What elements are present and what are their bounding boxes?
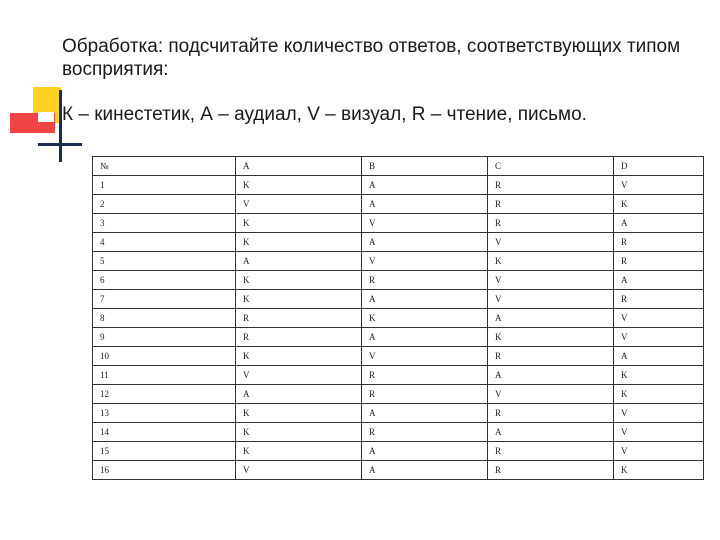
- answer-cell: K: [236, 176, 362, 195]
- table-row: [93, 423, 704, 442]
- answer-cell: R: [362, 271, 488, 290]
- table-row: [93, 195, 704, 214]
- answer-cell: K: [236, 423, 362, 442]
- answer-cell: R: [488, 347, 614, 366]
- question-number-cell: 7: [93, 290, 236, 309]
- question-number-cell: 16: [93, 461, 236, 480]
- answer-cell: R: [488, 404, 614, 423]
- table-row: [93, 214, 704, 233]
- table-header-row: [93, 157, 704, 176]
- answer-cell: R: [614, 233, 704, 252]
- answer-cell: V: [236, 461, 362, 480]
- answer-cell: A: [362, 195, 488, 214]
- answer-cell: A: [362, 442, 488, 461]
- answer-cell: R: [488, 461, 614, 480]
- legend-text: К – кинестетик, А – аудиал, V – визуал, R – чтение, письмо.: [62, 104, 587, 125]
- header-d: D: [614, 157, 704, 176]
- answer-cell: V: [362, 347, 488, 366]
- question-number-cell: 15: [93, 442, 236, 461]
- table-row: [93, 290, 704, 309]
- table-row: [93, 461, 704, 480]
- answer-cell: V: [362, 252, 488, 271]
- answer-cell: K: [236, 233, 362, 252]
- answer-cell: V: [614, 309, 704, 328]
- answer-cell: A: [362, 404, 488, 423]
- answer-cell: V: [614, 423, 704, 442]
- answer-cell: A: [614, 347, 704, 366]
- answer-cell: K: [236, 290, 362, 309]
- slide-title: Обработка: подсчитайте количество ответов, соответствующих типом восприятия:: [62, 36, 681, 80]
- table-row: [93, 233, 704, 252]
- answer-cell: V: [488, 290, 614, 309]
- bullet-decoration-white: [38, 112, 54, 122]
- question-number-cell: 9: [93, 328, 236, 347]
- question-number-cell: 11: [93, 366, 236, 385]
- bullet-decoration-vertical-line: [59, 90, 62, 162]
- answer-cell: V: [236, 366, 362, 385]
- header-c: C: [488, 157, 614, 176]
- answers-table: [92, 156, 704, 480]
- answer-cell: V: [614, 328, 704, 347]
- table-row: [93, 271, 704, 290]
- answer-cell: A: [488, 309, 614, 328]
- answer-cell: R: [236, 328, 362, 347]
- answer-cell: V: [614, 176, 704, 195]
- answer-cell: K: [614, 461, 704, 480]
- question-number-cell: 10: [93, 347, 236, 366]
- table-row: [93, 385, 704, 404]
- table-row: [93, 252, 704, 271]
- answer-cell: R: [488, 214, 614, 233]
- answer-cell: R: [488, 442, 614, 461]
- answer-cell: A: [236, 252, 362, 271]
- answer-cell: V: [488, 385, 614, 404]
- answer-cell: R: [488, 176, 614, 195]
- answer-cell: R: [488, 195, 614, 214]
- answer-cell: K: [614, 385, 704, 404]
- answer-cell: V: [614, 442, 704, 461]
- answer-cell: K: [362, 309, 488, 328]
- answer-cell: R: [236, 309, 362, 328]
- answer-cell: R: [614, 252, 704, 271]
- answer-cell: A: [362, 176, 488, 195]
- answer-cell: K: [236, 347, 362, 366]
- table-row: [93, 309, 704, 328]
- question-number-cell: 4: [93, 233, 236, 252]
- answer-cell: R: [362, 366, 488, 385]
- answer-cell: R: [362, 385, 488, 404]
- answer-cell: V: [488, 271, 614, 290]
- answer-cell: K: [488, 252, 614, 271]
- header-a: A: [236, 157, 362, 176]
- question-number-cell: 6: [93, 271, 236, 290]
- answer-cell: V: [614, 404, 704, 423]
- answer-cell: A: [362, 290, 488, 309]
- table-row: [93, 347, 704, 366]
- table-row: [93, 404, 704, 423]
- table-row: [93, 328, 704, 347]
- answer-cell: A: [236, 385, 362, 404]
- answer-cell: A: [362, 461, 488, 480]
- header-number: №: [93, 157, 236, 176]
- table-row: [93, 442, 704, 461]
- table-row: [93, 366, 704, 385]
- answer-cell: K: [614, 195, 704, 214]
- answer-cell: K: [614, 366, 704, 385]
- answer-cell: V: [236, 195, 362, 214]
- bullet-decoration-horizontal-line: [38, 143, 82, 146]
- question-number-cell: 5: [93, 252, 236, 271]
- answer-cell: K: [488, 328, 614, 347]
- answer-cell: K: [236, 214, 362, 233]
- answer-cell: K: [236, 442, 362, 461]
- question-number-cell: 3: [93, 214, 236, 233]
- question-number-cell: 2: [93, 195, 236, 214]
- question-number-cell: 12: [93, 385, 236, 404]
- answer-cell: V: [488, 233, 614, 252]
- answer-cell: R: [362, 423, 488, 442]
- answer-cell: A: [614, 271, 704, 290]
- question-number-cell: 13: [93, 404, 236, 423]
- answer-cell: A: [362, 233, 488, 252]
- table-row: [93, 176, 704, 195]
- answer-cell: K: [236, 271, 362, 290]
- answer-cell: K: [236, 404, 362, 423]
- question-number-cell: 14: [93, 423, 236, 442]
- answer-cell: A: [488, 366, 614, 385]
- question-number-cell: 8: [93, 309, 236, 328]
- answer-cell: A: [362, 328, 488, 347]
- answer-cell: R: [614, 290, 704, 309]
- answer-cell: A: [614, 214, 704, 233]
- question-number-cell: 1: [93, 176, 236, 195]
- header-b: B: [362, 157, 488, 176]
- table-body: [93, 176, 704, 480]
- answer-cell: V: [362, 214, 488, 233]
- answer-cell: A: [488, 423, 614, 442]
